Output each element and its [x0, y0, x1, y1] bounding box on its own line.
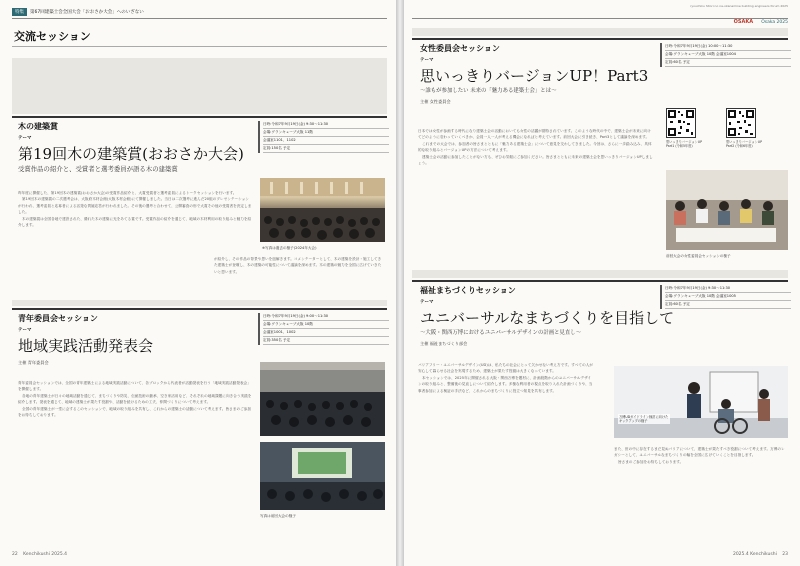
spread-gutter [396, 0, 404, 566]
session4-host: 主催 福祉まちづくり部会 [420, 341, 468, 346]
session2-photo1-art [260, 362, 385, 436]
session1-tema-label: テーマ [18, 136, 32, 141]
session2-info-venue: 会場:グランキューブ大阪 10階 [263, 321, 389, 329]
left-footer [12, 552, 67, 557]
session3-info-date: 日時:令和7年9月19日(金) 10:00〜11:30 [665, 43, 791, 51]
session3-title: 思いっきりバージョンUP！Part3 [420, 67, 649, 85]
session3-info-capacity: 定員:60名 予定 [665, 59, 791, 67]
session3-name: 女性委員会セッション [420, 44, 500, 53]
session1-rule [12, 116, 387, 118]
header-left [12, 8, 144, 16]
session1-info-venue: 会場:グランキューブ大阪 11階 [263, 129, 389, 137]
session3-band [412, 28, 788, 36]
session3-subtitle: 〜誰もが参加したい 未来の「魅力ある建築士会」とは〜 [420, 88, 557, 94]
session4-paragraph: 本セッションでは、2025年に開催される大阪・関西万博を題材に、計画段階からのユニバーサルデザインの取り組みと、整備後の見直しについて紹介します。多様な利用者の視点を取り入れた計画づくりや、当事者参加による検証の手法など、これからのまちづくりに役立つ知見を共有します。 [418, 375, 593, 393]
session4-body-left [418, 362, 594, 394]
header-rule-right [412, 18, 788, 19]
session3-paragraph: これまでの大会では、参加者の皆さまとともに「魅力ある建築士会」について意見を交わしてきました。今回は、さらに一歩踏み込み、具体的な取り組みとバージョンUPの方法について考えます。 [418, 141, 652, 153]
session2-band [12, 300, 387, 306]
session3-info [660, 43, 791, 67]
qr-code-icon [667, 109, 695, 137]
header-rule [12, 18, 387, 19]
session2-info [258, 313, 389, 345]
session2-tema-label: テーマ [18, 328, 32, 333]
right-footer [733, 552, 788, 557]
session1-photo [260, 178, 385, 242]
session3-paragraph: 建築士会の活動に参加したことがない方も、ぜひお気軽にご参加ください。皆さまとともに未来の建築士会を思いっきりバージョンUPしましょう。 [418, 154, 653, 166]
session1-info-capacity: 定員:150名 予定 [263, 145, 389, 153]
session3-rule [412, 38, 788, 40]
session4-photo-caption: 万博UDガイドライン検討に向けたキックアップの様子 [619, 415, 669, 424]
header-right-tag: ryouchiku hitori no na-okanamine building engineers forum 2025 [690, 4, 788, 8]
session3-photo [666, 170, 788, 250]
session1-name: 木の建築賞 [18, 122, 58, 131]
left-page-number: 22 [12, 552, 18, 557]
session4-subtitle: 〜大阪・関西万博におけるユニバーサルデザインの計画と見直し〜 [420, 330, 582, 336]
right-page-number: 23 [782, 552, 788, 557]
session4-paragraph: また、世の中に存在するまだ見ぬバリアについて、建築士が果たすべき役割について考えます。万博のレガシーとして、ユニバーサルなまちづくりの輪を全国に広げていくことを目指します。 [614, 447, 785, 458]
session2-info-date: 日時:令和7年9月19日(金) 9:00〜11:30 [263, 313, 389, 321]
session4-paragraph: バリアフリー・ユニバーサルデザイン(UD)は、私たちの社会にとって欠かせない考え方です。すべての人が安心して暮らせる社会を実現するため、建築士が果たす役割は大きくなっています。 [418, 363, 594, 374]
session4-band [412, 270, 788, 278]
session4-rule [412, 280, 788, 282]
session1-body-right [214, 256, 384, 275]
qr-code-part1[interactable] [666, 108, 696, 138]
session1-paragraph: 第19回木の建築賞の二次選考会は、大阪府木材会館(大阪木材会館)にて開催しました。当日は二次選考に進んだ20組のプレゼンテーションが行われ、選考委員と応募者による活発な質疑応答が行われました。その後の選考と合わせて、公開審査の形で大賞その他の受賞者を決定しました。 [18, 197, 252, 215]
session2-info-capacity: 定員:350名 予定 [263, 337, 389, 345]
session4-info-capacity: 定員:60名 予定 [665, 301, 791, 309]
session4-info [660, 285, 791, 309]
feature-title: 第67回建築士会全国大会「おおさか大会」へのいざない [30, 10, 144, 15]
left-page [0, 0, 396, 566]
session1-subtitle: 受賞作品の紹介と、受賞者と選考委員が語る木の建築賞 [18, 165, 178, 173]
session2-host: 主催 青年委員会 [18, 360, 49, 365]
session1-paragraph: が紹介し、その作品の背景や思いを紐解きます。コメンテーターとして、木の建築を設計・施工してきた建築士が登壇し、木の建築の可能性について議論を深めます。木の建築の魅力を全国に広げていきたいと思います。 [214, 257, 382, 274]
session4-info-date: 日時:令和7年9月19日(金) 9:30〜11:30 [665, 285, 791, 293]
section-title: 交流セッション [14, 30, 91, 43]
session2-info-room: 会議室1001、1002 [263, 329, 389, 337]
session1-info-date: 日時:令和7年9月19日(金) 9:30〜11:30 [263, 121, 389, 129]
session4-paragraph: 皆さまのご参加をお待ちしております。 [618, 459, 684, 464]
qr-code-part2[interactable] [726, 108, 756, 138]
session1-info-room: 会議室1101、1102 [263, 137, 389, 145]
session4-info-venue: 会場:グランキューブ大阪 10階 会議室1005 [665, 293, 791, 301]
header-right-logo: OSAKA [733, 19, 754, 25]
session1-photo-art [260, 178, 385, 242]
session4-photo-art [614, 366, 788, 438]
session4-name: 福祉まちづくりセッション [420, 286, 516, 295]
session1-band [12, 58, 387, 114]
session1-title: 第19回木の建築賞(おおさか大会) [18, 145, 244, 163]
session1-info [258, 121, 389, 153]
session3-info-venue: 会場:グランキューブ大阪 10階 会議室1004 [665, 51, 791, 59]
qr1-caption: 思いっきりバージョンUP Part1 (令和5年度) [666, 140, 703, 148]
feature-badge: 特集 [12, 8, 27, 16]
session2-paragraph: 青年委員会セッションでは、全国の青年建築士による地域実践活動について、各ブロックから代表者が活動発表を行う「地域実践活動発表会」を開催します。 [18, 381, 251, 392]
qr2-caption: 思いっきりバージョンUP Part2 (令和6年度) [726, 140, 763, 148]
right-magazine: 2025.4 Kenchikushi [732, 552, 777, 557]
session2-paragraph: 各地の青年建築士が日々の地域活動を通じて、まちづくりや防災、伝統技術の継承、空き家活用など、それぞれの地域課題に向き合う実践を紹介します。発表を通じて、地域の建築士が果たす役割や、活動を続けるための工夫、仲間づくりについて考えます。 [18, 393, 252, 405]
session4-tema-label: テーマ [420, 300, 434, 305]
session4-photo [614, 366, 788, 438]
session3-host: 主催 女性委員会 [420, 99, 451, 104]
session3-body [418, 128, 654, 166]
session1-photo-caption: ※写真は過去の様子(2024年大会) [262, 246, 317, 250]
session1-paragraph: 木の建築賞は全国各地で建設された、優れた木の建築に光をあてる賞です。受賞作品の紹介を通じて、地域の木材利用の取り組みと魅力を紹介します。 [18, 216, 252, 228]
section-title-rule [12, 46, 387, 47]
session2-photo2 [260, 442, 385, 510]
session2-paragraph: 全国の青年建築士が一堂に会するこのセッションで、地域の取り組みを共有し、これからの建築士の活動について考えます。皆さまのご参加をお待ちしております。 [18, 406, 252, 418]
session2-rule [12, 308, 387, 310]
session4-body-right [614, 446, 788, 465]
header-right [690, 4, 788, 27]
session2-photo1 [260, 362, 385, 436]
session3-tema-label: テーマ [420, 58, 434, 63]
session1-body-left [18, 190, 252, 228]
session2-body [18, 380, 252, 418]
session4-title: ユニバーサルなまちづくりを目指して [420, 309, 675, 327]
right-page [404, 0, 800, 566]
session3-paragraph: 日本では女性が参画する時代になり建築士会の活動においても女性の活躍が期待されています。このような時代の中で、建築士会が未来に向けてどのように変わっていくべきか、会員一人一人が考える機会になればと考えています。前回大会に引き続き、Part3として議論を深めます。 [418, 129, 651, 140]
session3-photo-caption: 前回大会の女性委員会セッションの様子 [666, 254, 731, 258]
session2-name: 青年委員会セッション [18, 314, 98, 323]
session2-photo2-art [260, 442, 385, 510]
session2-photo-caption: 写真は前回大会の様子 [260, 514, 296, 518]
session1-paragraph: 昨年度に開催した、第19回木の建築賞(おおさか大会)の受賞作品紹介と、大賞受賞者と選考委員によるトークセッションを行います。 [18, 191, 237, 195]
qr-code-icon [727, 109, 755, 137]
session3-photo-art [666, 170, 788, 250]
left-magazine: Kenchikushi 2025.4 [23, 552, 68, 557]
session2-title: 地域実践活動発表会 [18, 337, 154, 355]
header-right-year: Osaka 2025 [761, 20, 788, 25]
